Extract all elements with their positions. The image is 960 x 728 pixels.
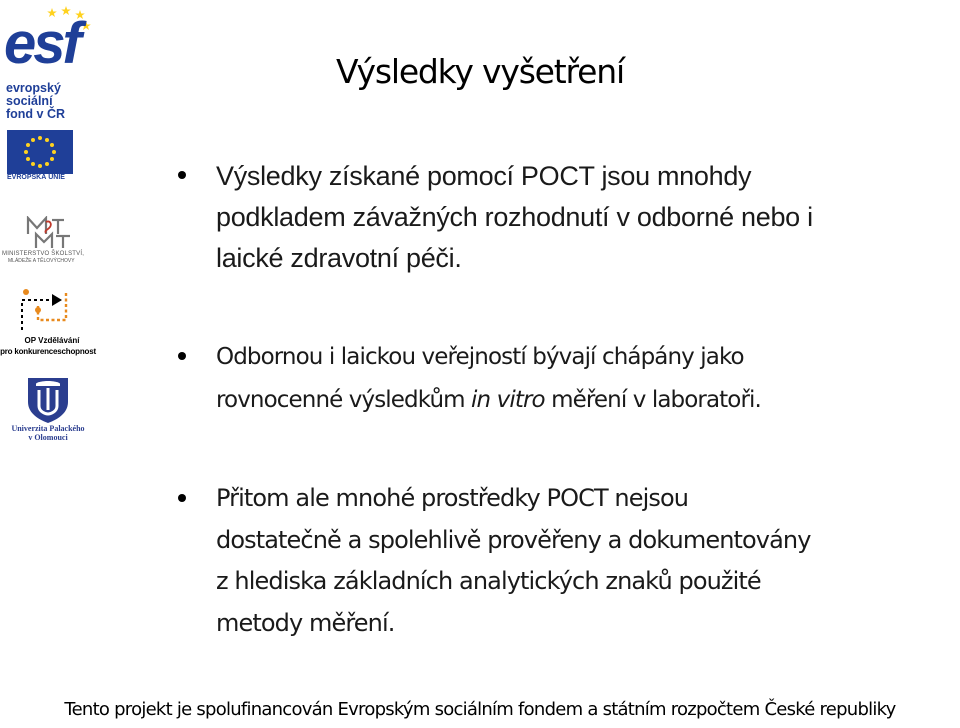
bullet-1-line-1: Výsledky získané pomocí POCT jsou mnohdy	[216, 161, 752, 191]
upol-shield-icon	[26, 376, 70, 424]
esf-line-2: sociální	[6, 94, 53, 108]
esf-line-3: fond v ČR	[6, 107, 66, 121]
bullet-1-line-3: laické zdravotní péči.	[216, 243, 462, 273]
op-dotted-arrow-icon	[16, 286, 74, 334]
bullet-3-line-3: z hlediska základních analytických znaků použité	[216, 567, 761, 595]
slide-title: Výsledky vyšetření	[336, 52, 624, 91]
bullet-text-1	[216, 156, 813, 279]
bullet-2-line-2	[216, 379, 761, 422]
msmt-line-1: MINISTERSTVO ŠKOLSTVÍ,	[2, 251, 85, 257]
esf-logo	[4, 6, 94, 181]
logo-column	[0, 0, 100, 470]
bullet-2-line-1: Odbornou i laickou veřejností bývají chápány jako	[216, 344, 744, 370]
esf-line-1: evropský	[6, 81, 61, 95]
op-line-1: OP Vzdělávání	[24, 336, 80, 345]
bullet-3-line-1: Přitom ale mnohé prostředky POCT nejsou	[216, 484, 689, 512]
bullet-text-3	[216, 478, 811, 644]
bullet-2-italic-term: in vitro	[471, 387, 545, 413]
op-line-2: pro konkurenceschopnost	[0, 347, 96, 356]
bullet-3-line-4: metody měření.	[216, 608, 395, 637]
eu-caption: EVROPSKÁ UNIE	[7, 174, 65, 181]
footer-funding-note: Tento projekt je spolufinancován Evropským sociálním fondem a státním rozpočtem České republiky	[64, 699, 896, 720]
upol-line-1: Univerzita Palackého	[11, 424, 85, 433]
upol-line-2: v Olomouci	[28, 433, 68, 442]
esf-text	[6, 82, 94, 121]
bullet-3-line-2: dostatečně a spolehlivě prověřeny a dokumentovány	[216, 525, 811, 554]
upol-logo	[8, 376, 88, 444]
bullet-text-2	[216, 336, 761, 422]
bullet-1-line-2: podkladem závažných rozhodnutí v odborné nebo i	[216, 202, 813, 232]
bullet-2-line-2-start: rovnocenné výsledkům	[216, 387, 472, 413]
eu-flag-icon	[7, 130, 73, 174]
msmt-logo	[2, 216, 98, 266]
bullet-dot-icon	[178, 171, 186, 179]
bullet-2-line-2-end: měření v laboratoři.	[544, 387, 761, 413]
esf-letters: esf	[4, 11, 79, 76]
msmt-monogram-icon	[24, 216, 74, 250]
bullet-dot-icon	[178, 494, 186, 502]
op-logo	[0, 286, 96, 360]
bullet-dot-icon	[178, 352, 186, 360]
msmt-line-2: MLÁDEŽE A TĚLOVÝCHOVY	[8, 258, 75, 264]
